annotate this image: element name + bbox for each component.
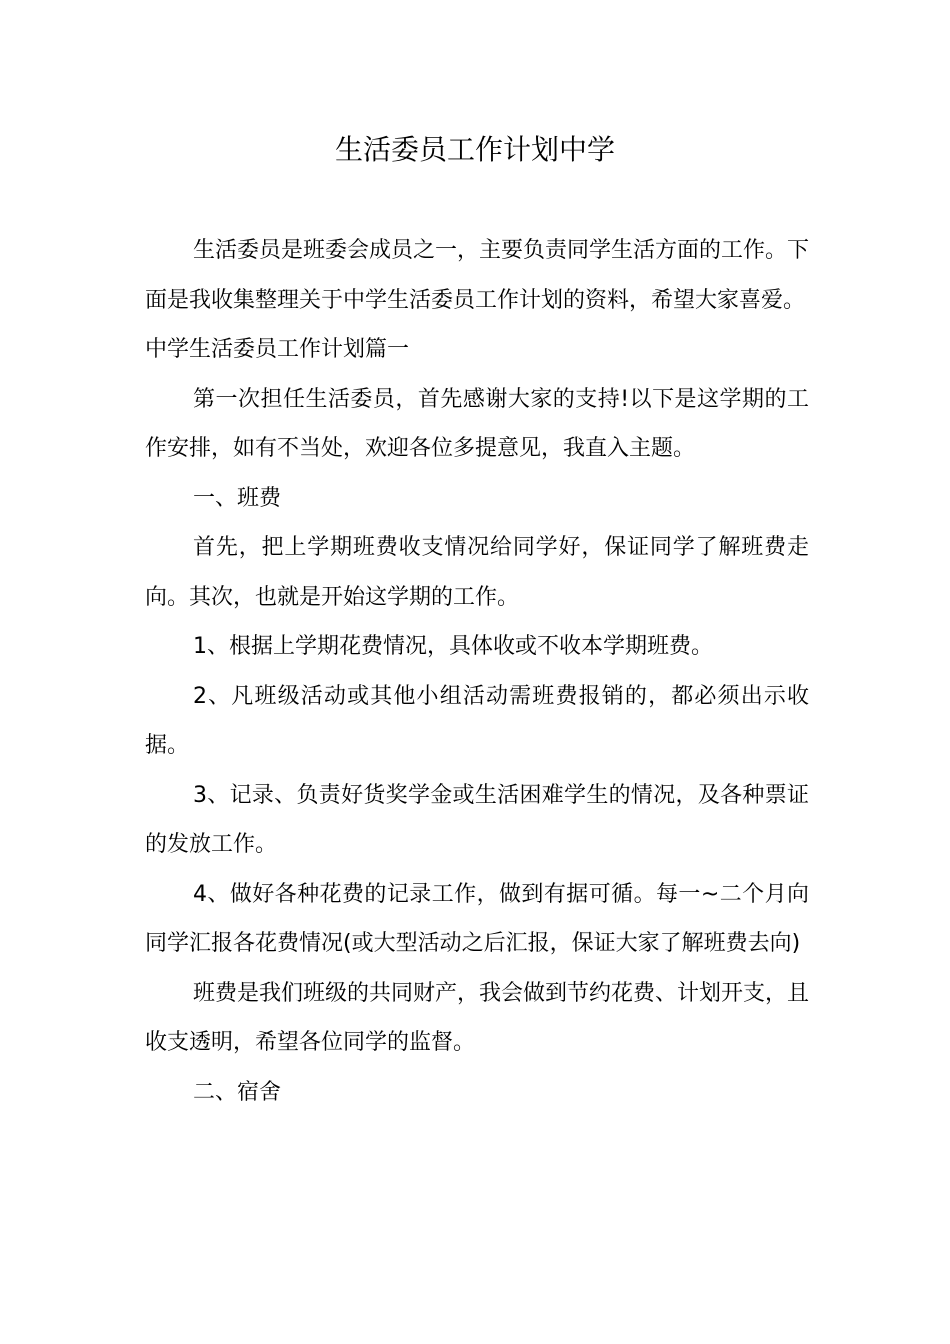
paragraph-fee-overview: 首先，把上学期班费收支情况给同学好，保证同学了解班费走向。其次，也就是开始这学期的工作。	[145, 535, 809, 610]
list-item-2: 2、凡班级活动或其他小组活动需班费报销的，都必须出示收据。	[145, 683, 809, 758]
list-item-1: 1、根据上学期花费情况，具体收或不收本学期班费。	[193, 634, 713, 659]
paragraph-fee-summary: 班费是我们班级的共同财产，我会做到节约花费、计划开支，且收支透明，希望各位同学的监督。	[145, 980, 810, 1055]
document-title: 生活委员工作计划中学	[334, 133, 615, 166]
paragraph-intro: 生活委员是班委会成员之一，主要负责同学生活方面的工作。下面是我收集整理关于中学生活委员工作计划的资料，希望大家喜爱。	[145, 238, 810, 313]
paragraph-opening: 第一次担任生活委员，首先感谢大家的支持!以下是这学期的工作安排，如有不当处，欢迎各位多提意见，我直入主题。	[145, 386, 809, 461]
subheading-dormitory: 二、宿舍	[193, 1079, 282, 1105]
document-body	[145, 226, 809, 1117]
list-item-4: 4、做好各种花费的记录工作，做到有据可循。每一~二个月向同学汇报各花费情况(或大型活动之后汇报，保证大家了解班费去向)	[145, 881, 809, 956]
list-item-3: 3、记录、负责好货奖学金或生活困难学生的情况，及各种票证的发放工作。	[145, 782, 809, 857]
subheading-class-fee: 一、班费	[193, 485, 282, 511]
section-heading-part-one: 中学生活委员工作计划篇一	[145, 337, 410, 362]
